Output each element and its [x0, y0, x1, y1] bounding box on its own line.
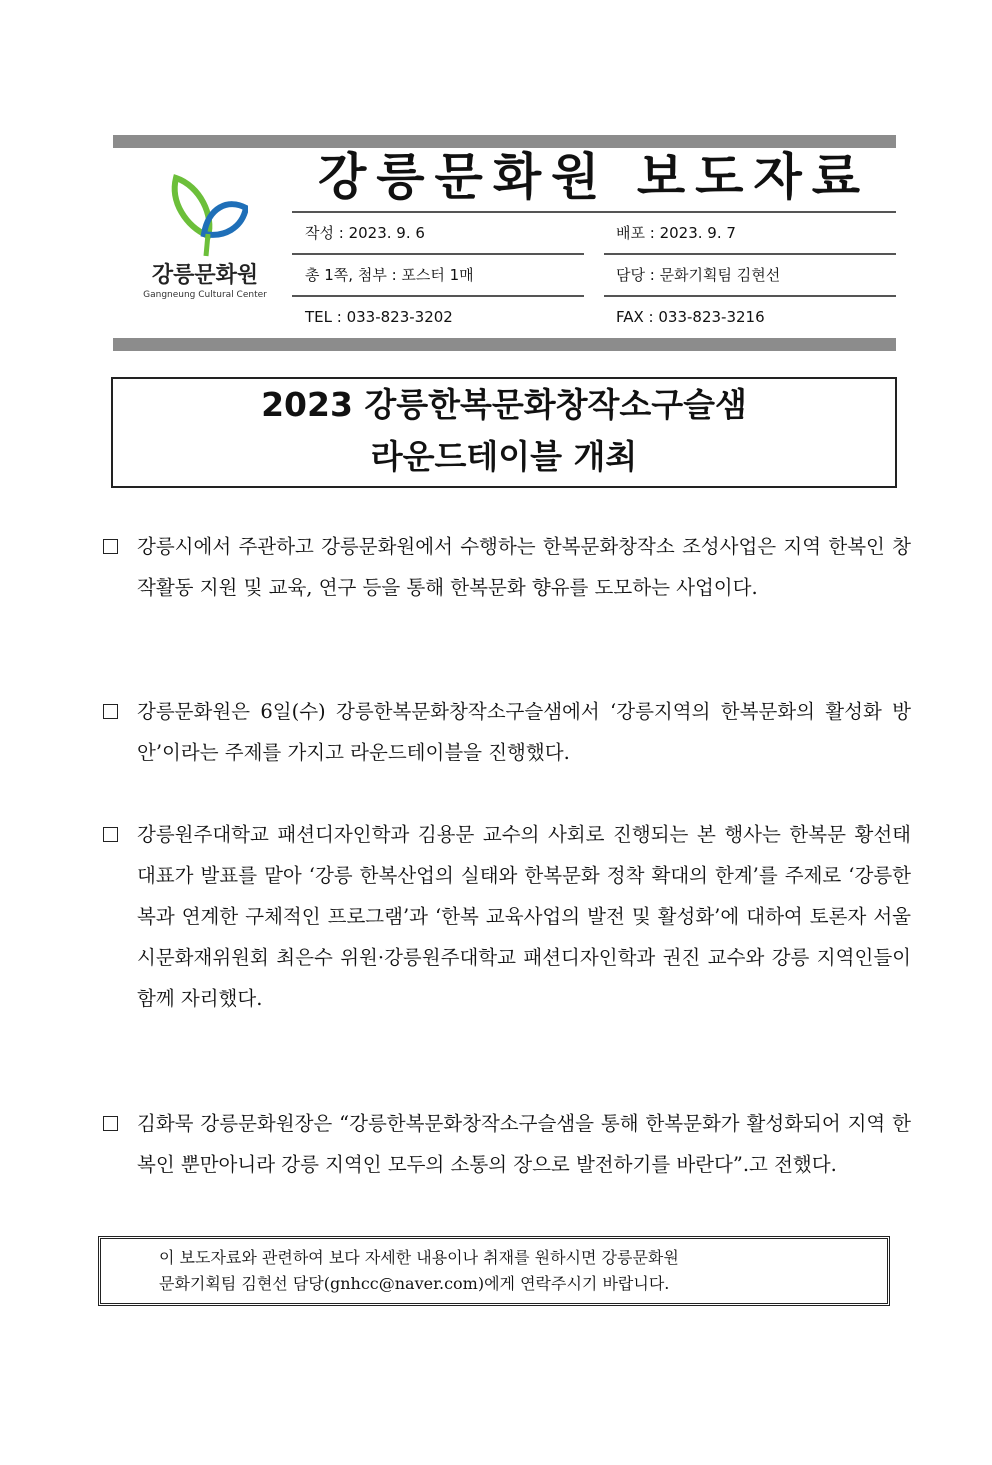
headline-line-2: 라운드테이블 개최	[370, 437, 638, 476]
paragraph-text: 강릉시에서 주관하고 강릉문화원에서 수행하는 한복문화창작소 조성사업은 지역 한복인 창작활동 지원 및 교육, 연구 등을 통해 한복문화 향유를 도모하는 사업이다.	[137, 535, 911, 599]
contact-note-line-1: 이 보도자료와 관련하여 보다 자세한 내용이나 취재를 원하시면 강릉문화원	[159, 1248, 679, 1267]
checkbox-bullet-icon	[103, 704, 118, 719]
header-bottom-bar	[113, 338, 896, 351]
paragraph-text: 김화묵 강릉문화원장은 “강릉한복문화창작소구슬샘을 통해 한복문화가 활성화되어 지역 한복인 뿐만아니라 강릉 지역인 모두의 소통의 장으로 발전하기를 바란다”.고 전했다.	[137, 1112, 911, 1176]
logo-org-name-en: Gangneung Cultural Center	[143, 290, 267, 300]
paragraph-text: 강릉문화원은 6일(수) 강릉한복문화창작소구슬샘에서 ‘강릉지역의 한복문화의 활성화 방안’이라는 주제를 가지고 라운드테이블을 진행했다.	[137, 700, 911, 764]
fax-number: FAX : 033-823-3216	[616, 308, 765, 326]
divider	[292, 211, 896, 213]
paragraph	[103, 691, 911, 773]
page-count: 총 1쪽, 첨부 : 포스터 1매	[305, 266, 474, 284]
headline-line-1: 2023 강릉한복문화창작소구슬샘	[261, 385, 747, 424]
logo-org-name: 강릉문화원	[151, 263, 259, 288]
checkbox-bullet-icon	[103, 539, 118, 554]
contact-note-line-2: 문화기획팀 김현선 담당(gnhcc@naver.com)에게 연락주시기 바랍니다.	[159, 1274, 670, 1293]
paragraph	[103, 814, 911, 1019]
page-title: 강릉문화원 보도자료	[317, 148, 871, 206]
divider	[292, 253, 584, 255]
headline-box	[111, 377, 897, 488]
contact-person: 담당 : 문화기획팀 김현선	[616, 266, 781, 284]
divider	[604, 295, 896, 297]
divider	[292, 295, 584, 297]
written-date: 작성 : 2023. 9. 6	[305, 224, 425, 242]
tel-number: TEL : 033-823-3202	[305, 308, 453, 326]
divider	[604, 253, 896, 255]
org-logo	[140, 172, 270, 307]
release-date: 배포 : 2023. 9. 7	[616, 224, 736, 242]
leaf-logo-icon	[168, 172, 248, 260]
checkbox-bullet-icon	[103, 827, 118, 842]
paragraph	[103, 526, 911, 608]
paragraph-text: 강릉원주대학교 패션디자인학과 김용문 교수의 사회로 진행되는 본 행사는 한복문 황선태 대표가 발표를 맡아 ‘강릉 한복산업의 실태와 한복문화 정착 확대의 한계’를 주제로 ‘강릉한복과 연계한 구체적인 프로그램’과 ‘한복 교육사업의 발전 및 활성화’에 대하여 토론자 서울시문화재위원회 최은수 위원·강릉원주대학교 패션디자인학과 권진 교수와 강릉 지역인들이 함께 자리했다.	[137, 823, 911, 1010]
contact-note-box	[98, 1236, 890, 1306]
checkbox-bullet-icon	[103, 1116, 118, 1131]
paragraph	[103, 1103, 911, 1185]
